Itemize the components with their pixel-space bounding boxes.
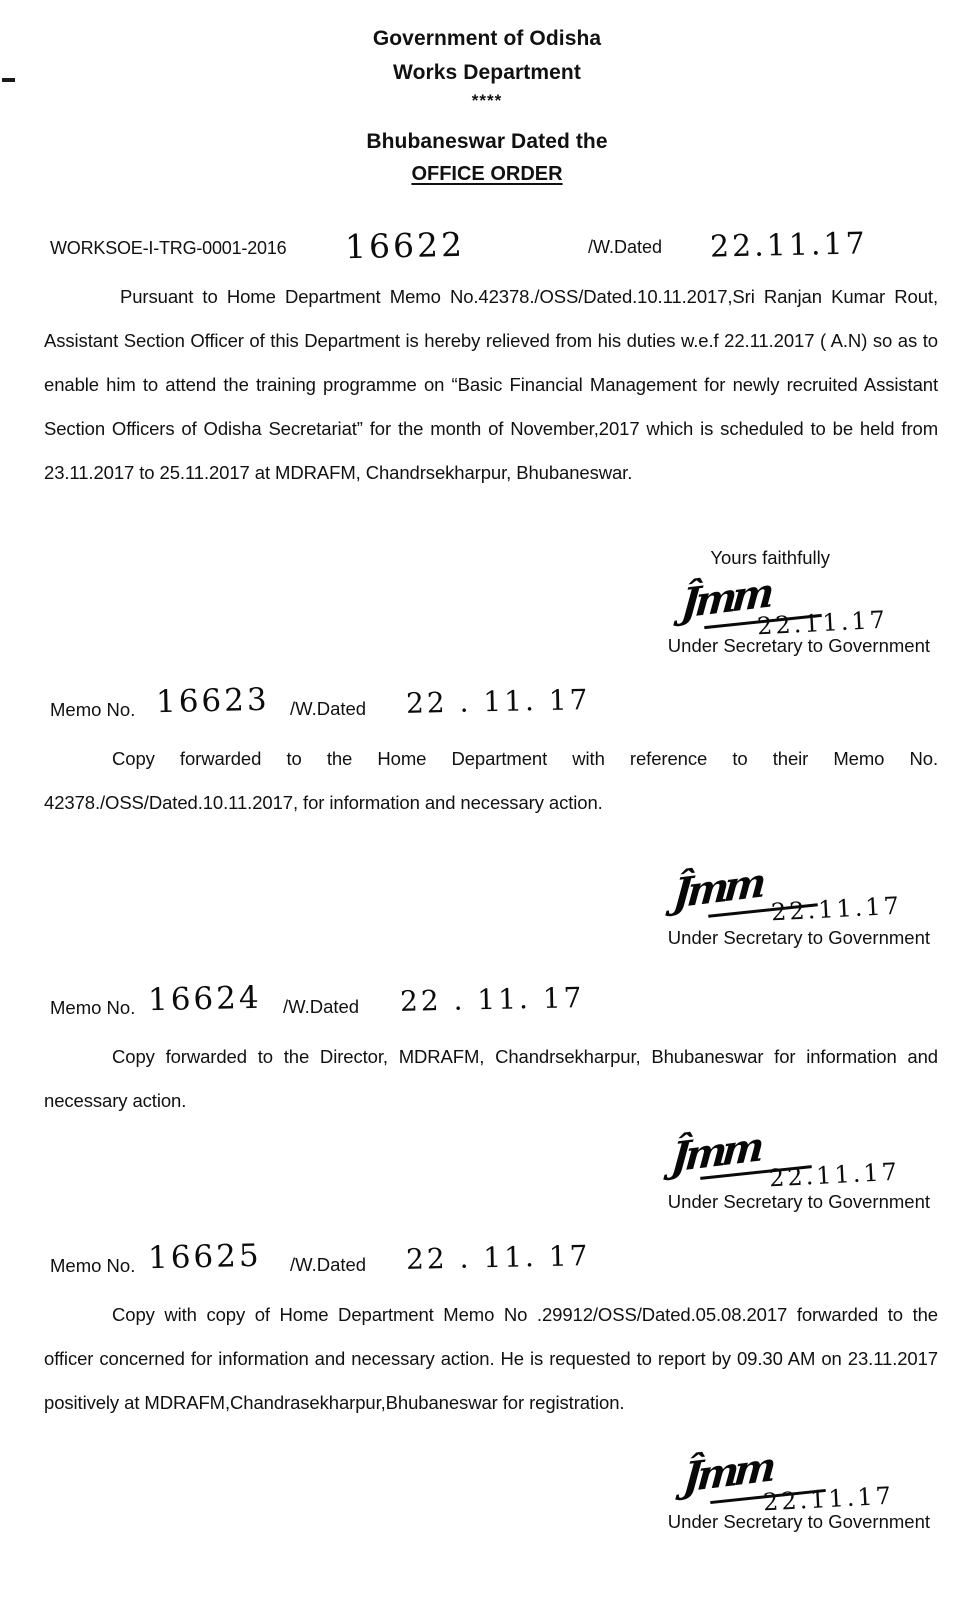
page-title: OFFICE ORDER [411, 163, 563, 185]
signature-designation: Under Secretary to Government [667, 1511, 930, 1532]
memo-row-2 [0, 981, 974, 1035]
handwritten-order-number: 16622 [344, 224, 466, 267]
signature-area [0, 859, 930, 927]
signature-date: 22.11.17 [756, 605, 889, 641]
scan-artifact-mark [2, 78, 15, 82]
memo-1-label: Memo No. [50, 699, 136, 720]
signature-glyph: Ĵmm [681, 1443, 774, 1502]
memo-1-date: 22 . 11. 17 [405, 683, 591, 720]
memo-3-date: 22 . 11. 17 [405, 1239, 591, 1276]
memo-2-body-block [0, 1035, 974, 1123]
memo-3-label: Memo No. [50, 1255, 136, 1276]
yours-faithfully-label: Yours faithfully [710, 547, 830, 568]
memo-1-body-block [0, 737, 974, 825]
memo-1-dated-label: /W.Dated [290, 698, 367, 719]
signature-area [0, 1443, 930, 1517]
memo-2-dated-label: /W.Dated [283, 996, 360, 1017]
signature-area [0, 1123, 930, 1193]
main-paragraph: Pursuant to Home Department Memo No.42378./OSS/Dated.10.11.2017,Sri Ranjan Kumar Rout, Assistant Section Officer of this Department is hereby relieved from his duties w.e.f 22.11.2017 ( A.N) so as to enable him to attend the training programme on “Basic Financial Management for newly recruited Assistant Section Officers of Odisha Secretariat” for the month of November,2017 which is scheduled to be held from 23.11.2017 to 25.11.2017 at MDRAFM, Chandrsekharpur, Bhubaneswar. [44, 286, 938, 483]
closing-signature-block [0, 543, 974, 659]
header-government-line: Government of Odisha [372, 27, 602, 50]
handwritten-order-date: 22.11.17 [709, 226, 868, 265]
memo-row-3 [0, 1239, 974, 1293]
memo-3-dated-label: /W.Dated [290, 1254, 367, 1275]
memo-2-body: Copy forwarded to the Director, MDRAFM, Chandrsekharpur, Bhubaneswar for information and necessary action. [44, 1046, 938, 1111]
reference-dated-label: /W.Dated [588, 237, 663, 257]
header-place-dated-line: Bhubaneswar Dated the [366, 130, 608, 153]
signature-designation: Under Secretary to Government [667, 927, 930, 948]
header-spacer [0, 112, 974, 125]
signature-glyph: Ĵmm [671, 859, 764, 918]
memo-3-number: 16625 [147, 1237, 262, 1277]
document-header [0, 0, 974, 189]
header-star-divider: **** [471, 91, 503, 110]
signature-designation: Under Secretary to Government [667, 635, 930, 656]
memo-row-1 [0, 683, 974, 737]
memo-1-number: 16623 [155, 681, 270, 721]
memo-3-body: Copy with copy of Home Department Memo No .29912/OSS/Dated.05.08.2017 forwarded to the officer concerned for information and necessary action. He is requested to report by 09.30 AM on 23.11.2017 positively at MDRAFM,Chandrasekharpur,Bhubaneswar for registration. [44, 1304, 938, 1413]
memo-2-signature-block [0, 1123, 974, 1215]
signature-designation: Under Secretary to Government [667, 1191, 930, 1212]
main-body [0, 275, 974, 495]
signature-glyph: Ĵmm [669, 1123, 762, 1182]
header-department-line: Works Department [393, 61, 581, 84]
signature-area [0, 569, 930, 641]
signature-date: 22.11.17 [768, 1157, 901, 1193]
reference-row [0, 224, 974, 275]
signature-date: 22.11.17 [770, 891, 903, 927]
memo-3-signature-block [0, 1443, 974, 1535]
signature-date: 22.11.17 [762, 1481, 895, 1517]
signature-glyph: Ĵmm [679, 569, 772, 628]
memo-3-body-block [0, 1293, 974, 1425]
file-reference-number: WORKSOE-I-TRG-0001-2016 [50, 238, 287, 258]
memo-2-number: 16624 [147, 979, 262, 1019]
memo-2-date: 22 . 11. 17 [399, 981, 585, 1018]
memo-1-signature-block [0, 859, 974, 951]
memo-2-label: Memo No. [50, 997, 136, 1018]
memo-1-body: Copy forwarded to the Home Department with reference to their Memo No. 42378./OSS/Dated.10.11.2017, for information and necessary action. [44, 748, 938, 813]
